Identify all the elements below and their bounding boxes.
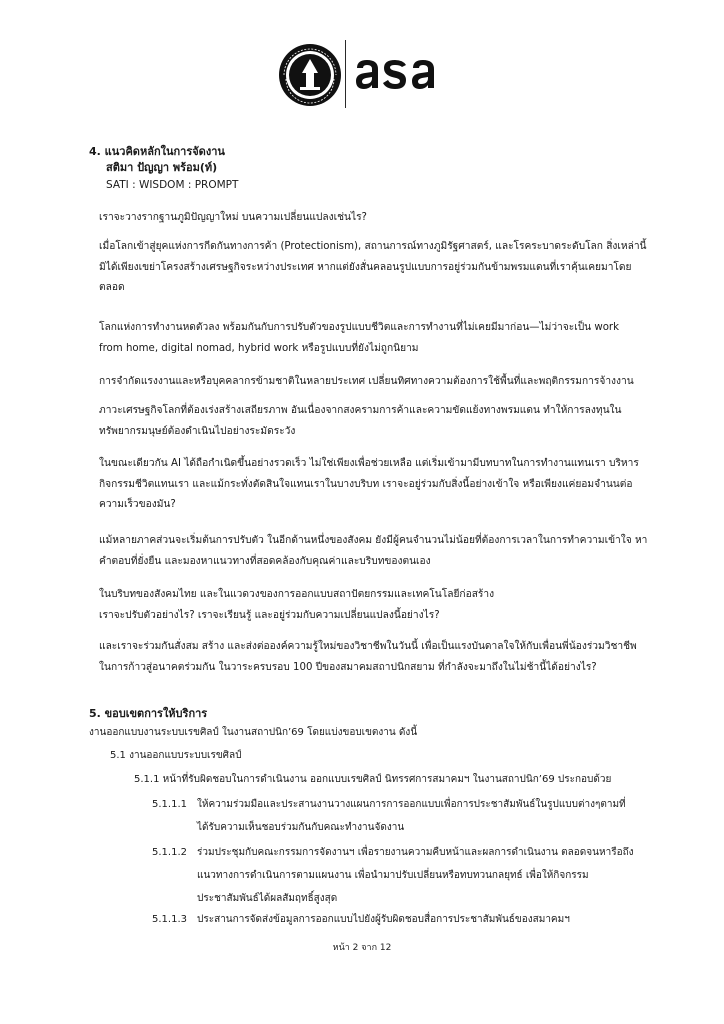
asa-seal-logo — [278, 43, 342, 107]
paragraph-1 — [99, 208, 659, 229]
paragraph-7 — [99, 531, 659, 572]
subitem-line: แนวทางการดำเนินการตามแผนงาน เพื่อนำมาปรับเปลี่ยนหรือทบทวนกลยุทธ์ เพื่อให้กิจกรรม — [197, 870, 589, 881]
asa-wordmark-logo — [355, 54, 447, 94]
section-4-theme-en: SATI : WISDOM : PROMPT — [106, 179, 239, 191]
section-4-heading: 4. แนวคิดหลักในการจัดงาน — [89, 145, 225, 158]
paragraph-line: และเราจะร่วมกันสั่งสม สร้าง และส่งต่อองค์ความรู้ใหม่ของวิชาชีพในวันนี้ เพื่อเป็นแรงบันดาลใจให้กับเพื่อนพี่น้องร่วมวิชาชีพ — [99, 641, 637, 652]
paragraph-line: กิจกรรมชีวิตแทนเรา และแม้กระทั่งตัดสินใจแทนเราในบางบริบท เราจะอยู่ร่วมกับสิ่งนี้อย่างเข้าใจ หรือเพียงแค่ยอมจำนนต่อ — [99, 478, 633, 490]
item-5-1: 5.1 งานออกแบบระบบเรขศิลป์ — [110, 750, 242, 761]
paragraph-line: การจำกัดแรงงานและหรือบุคคลากรข้ามชาติในหลายประเทศ เปลี่ยนทิศทางความต้องการใช้พื้นที่และพฤติกรรมการจ้างงาน — [99, 376, 634, 387]
paragraph-line: โลกแห่งการทำงานหดตัวลง พร้อมกันกับการปรับตัวของรูปแบบชีวิตและการทำงานที่ไม่เคยมีมาก่อน—ไม่ว่าจะเป็น work — [99, 322, 620, 333]
section-5-intro: งานออกแบบงานระบบเรขศิลป์ ในงานสถาปนิก’69 โดยแบ่งขอบเขตงาน ดังนี้ — [89, 727, 418, 738]
item-5-1-1: 5.1.1 หน้าที่รับผิดชอบในการดำเนินงาน ออกแบบเรขศิลป์ นิทรรศการสมาคมฯ ในงานสถาปนิก’69 ประกอบด้วย — [134, 774, 612, 785]
page-header — [0, 40, 724, 110]
paragraph-6 — [99, 454, 659, 516]
subitem-line: ประสานการจัดส่งข้อมูลการออกแบบไปยังผู้รับผิดชอบสื่อการประชาสัมพันธ์ของสมาคมฯ — [197, 914, 570, 925]
subitem-line: ได้รับความเห็นชอบร่วมกันกับคณะทำงานจัดงาน — [197, 822, 405, 833]
subitem-number: 5.1.1.1 — [152, 799, 187, 810]
paragraph-3 — [99, 318, 659, 359]
paragraph-line: เมื่อโลกเข้าสู่ยุคแห่งการกีดกันทางการค้า (Protectionism), สถานการณ์ทางภูมิรัฐศาสตร์, และโรคระบาดระดับโลก สิ่งเหล่านี้ — [99, 241, 647, 252]
paragraph-line: ในการก้าวสู่อนาคตร่วมกัน ในวาระครบรอบ 100 ปีของสมาคมสถาปนิกสยาม ที่กำลังจะมาถึงในไม่ช้านี้ได้อย่างไร? — [99, 661, 597, 673]
paragraph-line: ตลอด — [99, 282, 125, 293]
subitem-number: 5.1.1.3 — [152, 914, 187, 925]
paragraph-line: ภาวะเศรษฐกิจโลกที่ต้องเร่งสร้างเสถียรภาพ อันเนื่องจากสงครามการค้าและความขัดแย้งทางพรมแดน ทำให้การลงทุนใน — [99, 405, 622, 416]
header-divider — [345, 40, 346, 108]
paragraph-line: ในบริบทของสังคมไทย และในแวดวงของการออกแบบสถาปัตยกรรมและเทคโนโลยีก่อสร้าง — [99, 589, 495, 600]
paragraph-4 — [99, 372, 659, 393]
paragraph-2 — [99, 237, 659, 299]
paragraph-9 — [99, 637, 659, 678]
paragraph-line: มิได้เพียงเขย่าโครงสร้างเศรษฐกิจระหว่างประเทศ หากแต่ยังสั่นคลอนรูปแบบการอยู่ร่วมกันข้ามพรมแดนที่เราคุ้นเคยมาโดย — [99, 261, 632, 273]
section-4-theme-th: สติมา ปัญญา พร้อม(ท์) — [106, 161, 218, 174]
page-number: หน้า 2 จาก 12 — [332, 943, 392, 953]
subitem-line: ให้ความร่วมมือและประสานงานวางแผนการการออกแบบเพื่อการประชาสัมพันธ์ในรูปแบบต่างๆตามที่ — [197, 799, 626, 810]
section-5-heading: 5. ขอบเขตการให้บริการ — [89, 707, 208, 720]
paragraph-5 — [99, 401, 659, 442]
paragraph-line: เราจะปรับตัวอย่างไร? เราจะเรียนรู้ และอยู่ร่วมกับความเปลี่ยนแปลงนี้อย่างไร? — [99, 609, 440, 621]
paragraph-line: เราจะวางรากฐานภูมิปัญญาใหม่ บนความเปลี่ยนแปลงเช่นไร? — [99, 212, 367, 223]
paragraph-line: คำตอบที่ยั่งยืน และมองหาแนวทางที่สอดคล้องกับคุณค่าและบริบทของตนเอง — [99, 555, 431, 567]
paragraph-line: แม้หลายภาคส่วนจะเริ่มต้นการปรับตัว ในอีกด้านหนึ่งของสังคม ยังมีผู้คนจำนวนไม่น้อยที่ต้องการเวลาในการทำความเข้าใจ หา — [99, 535, 648, 546]
paragraph-line: ในขณะเดียวกัน AI ได้ถือกำเนิดขึ้นอย่างรวดเร็ว ไม่ใช่เพียงเพื่อช่วยเหลือ แต่เริ่มเข้ามามีบทบาทในการทำงานแทนเรา บริหาร — [99, 458, 639, 469]
subitem-line: ประชาสัมพันธ์ได้ผลสัมฤทธิ์สูงสุด — [197, 893, 338, 904]
paragraph-8 — [99, 585, 659, 626]
subitem-line: ร่วมประชุมกับคณะกรรมการจัดงานฯ เพื่อรายงานความคืบหน้าและผลการดำเนินงาน ตลอดจนหารือถึง — [197, 847, 634, 858]
subitem-number: 5.1.1.2 — [152, 847, 187, 858]
paragraph-line: ความเร็วของมัน? — [99, 499, 176, 510]
paragraph-line: from home, digital nomad, hybrid work หรือรูปแบบที่ยังไม่ถูกนิยาม — [99, 342, 419, 354]
paragraph-line: ทรัพยากรมนุษย์ต้องดำเนินไปอย่างระมัดระวัง — [99, 425, 296, 437]
